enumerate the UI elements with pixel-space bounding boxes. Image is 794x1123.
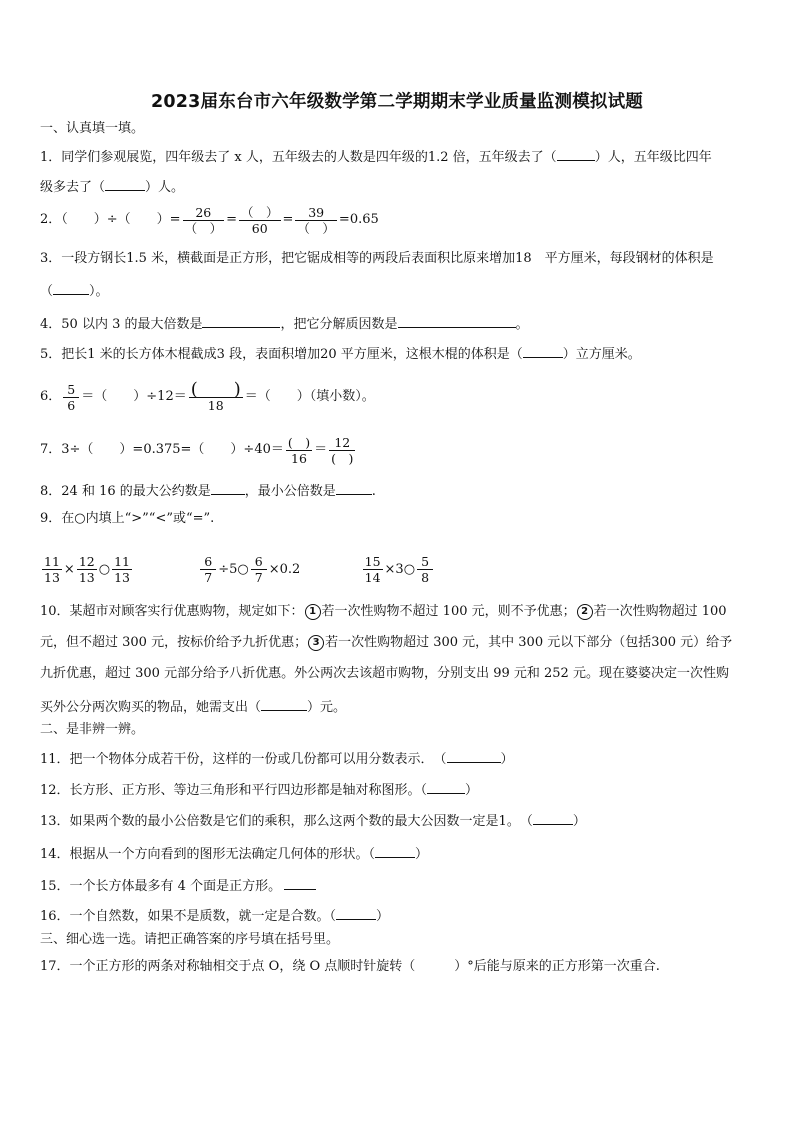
answer-blank[interactable] [557, 146, 595, 161]
answer-blank[interactable] [284, 875, 316, 890]
section-1-heading: 一、认真填一填。 [40, 121, 145, 136]
question-10-line-2: 元，但不超过 300 元，按标价给予九折优惠； 3 若一次性购物超过 300 元，其中 300 元以下部分（包括300 元）给予 [40, 635, 733, 650]
fraction [251, 554, 267, 585]
circled-number-2: 2 [577, 604, 593, 620]
question-13: 13．如果两个数的最小公倍数是它们的乘积，那么这两个数的最大公因数一定是1。 （ ） [40, 810, 758, 831]
fraction [200, 554, 216, 585]
circled-number-3: 3 [308, 635, 324, 651]
fraction-denominator: 13 [44, 570, 60, 585]
question-9: 9．在○内填上“>”“<”或“=”. [40, 511, 215, 526]
question-1-line-1: 1．同学们参观展览，四年级去了 x 人，五年级去的人数是四年级的1.2 倍，五年级去了（ ）人，五年级比四年 [40, 146, 758, 167]
fraction-numerator: 5 [421, 554, 430, 569]
fraction-numerator[interactable]: （ ） [240, 204, 279, 220]
fraction-numerator: 15 [364, 554, 381, 569]
question-16: 16．一个自然数，如果不是质数，就一定是合数。（ ） [40, 905, 758, 926]
question-5: 5．把长1 米的长方体木棍截成3 段，表面积增加20 平方厘米，这根木棍的体积是（ ）立方厘米。 [40, 343, 758, 364]
answer-blank[interactable] [375, 843, 415, 858]
answer-blank[interactable] [427, 779, 465, 794]
question-11: 11．把一个物体分成若干份，这样的一份或几份都可以用分数表示． （ ） [40, 748, 758, 769]
question-14: 14．根据从一个方向看到的图形无法确定几何体的形状。（ ） [40, 843, 758, 864]
question-4: 4．50 以内 3 的最大倍数是 ，把它分解质因数是 。 [40, 313, 758, 334]
compare-circle[interactable]: ○ [98, 561, 111, 577]
comparison-2: $\frac{6}{7}$ ÷5○ $\frac{6}{7}$ ×0.2 [198, 552, 300, 588]
fraction-denominator[interactable]: ( ) [331, 450, 354, 466]
answer-blank[interactable] [447, 748, 501, 763]
fraction-denominator: 13 [114, 570, 130, 585]
fraction [239, 205, 281, 236]
circled-number-1: 1 [305, 604, 321, 620]
answer-blank[interactable] [202, 313, 280, 328]
fraction [63, 382, 79, 413]
question-10-line-3: 九折优惠，超过 300 元部分给予八折优惠。外公两次去该超市购物，分别支出 99 元和 252 元。现在婆婆决定一次性购 [40, 666, 729, 681]
fraction [363, 554, 383, 585]
section-3-heading: 三、细心选一选。请把正确答案的序号填在括号里。 [40, 932, 340, 947]
fraction [77, 554, 97, 585]
fraction-denominator: 7 [204, 570, 213, 585]
answer-blank[interactable] [533, 810, 573, 825]
answer-blank[interactable] [523, 343, 563, 358]
question-3-line-1: 3．一段方钢长1.5 米，横截面是正方形，把它锯成相等的两段后表面积比原来增加18 平方厘米，每段钢材的体积是 [40, 251, 714, 266]
fraction [417, 554, 433, 585]
question-9-expressions [40, 545, 758, 588]
fraction-numerator: 11 [44, 554, 60, 569]
question-15: 15．一个长方体最多有 4 个面是正方形。 [40, 875, 758, 896]
fraction-numerator: 11 [114, 554, 130, 569]
fraction-denominator: 16 [291, 450, 307, 466]
question-3-line-2: （ ）。 [40, 280, 758, 301]
fraction [183, 205, 225, 236]
fraction-numerator[interactable]: ( ) [287, 434, 311, 450]
question-1-line-2: 级多去了（ ）人。 [40, 176, 758, 197]
question-7: 7．3÷（ ）=0.375=（ ）÷40＝ $\frac{( )}{16}$ ＝ $\frac{12}{( )}$ [40, 434, 354, 466]
comparison-1: $\frac{11}{13}$ × $\frac{12}{13}$ ○ $\frac{11}{13}$ [40, 552, 134, 588]
question-2: 2．（ ）÷（ ）= $\frac{26}{( )}$ = $\frac{( )}{60}$ = $\frac{39}{( )}$ =0.65 [40, 204, 379, 236]
comparison-3: $\frac{15}{14}$ ×3○ $\frac{5}{8}$ [361, 552, 435, 588]
fraction [42, 554, 62, 585]
section-2-heading: 二、是非辨一辨。 [40, 722, 145, 737]
fraction-numerator: 12 [334, 434, 351, 450]
question-17: 17．一个正方形的两条对称轴相交于点 O，绕 O 点顺时针旋转（ ）°后能与原来的正方形第一次重合. [40, 959, 660, 974]
answer-blank[interactable] [336, 480, 372, 495]
fraction [112, 554, 132, 585]
fraction-denominator: 60 [251, 220, 268, 236]
fraction-numerator: 6 [254, 554, 263, 569]
fraction-numerator: 6 [204, 554, 213, 569]
fraction [286, 435, 312, 466]
answer-blank[interactable] [211, 480, 245, 495]
page-title: 2023届东台市六年级数学第二学期期末学业质量监测模拟试题 [150, 92, 643, 112]
answer-blank[interactable] [53, 280, 89, 295]
fraction [329, 435, 355, 466]
question-12: 12．长方形、正方形、等边三角形和平行四边形都是轴对称图形。（ ） [40, 779, 758, 800]
question-10-line-1: 10．某超市对顾客实行优惠购物，规定如下： 1 若一次性购物不超过 100 元，则不予优惠； 2 若一次性购物超过 100 [40, 604, 727, 619]
fraction-numerator: 26 [195, 204, 212, 220]
fraction-denominator: 6 [67, 397, 76, 413]
fraction [189, 378, 243, 413]
answer-blank[interactable] [336, 905, 376, 920]
answer-blank[interactable] [105, 176, 145, 191]
fraction-denominator[interactable]: （ ） [184, 220, 223, 236]
fraction-numerator[interactable]: ( ) [190, 378, 241, 400]
fraction-numerator: 39 [308, 204, 325, 220]
question-10-line-4: 买外公分两次购买的物品，她需支出（ ）元。 [40, 696, 758, 717]
fraction [295, 205, 337, 236]
question-6: 6． $\frac{5}{6}$ ＝（ ）÷12＝ $\frac{( )}{18}$ ＝（ ）（填小数）。 [40, 378, 375, 413]
fraction-numerator: 5 [67, 381, 76, 397]
fraction-denominator: 13 [78, 570, 95, 585]
answer-blank[interactable] [261, 696, 307, 711]
answer-blank[interactable] [398, 313, 516, 328]
fraction-denominator: 8 [421, 570, 430, 585]
fraction-denominator[interactable]: （ ） [297, 220, 335, 236]
fraction-denominator: 14 [364, 570, 381, 585]
fraction-numerator: 12 [78, 554, 95, 569]
fraction-denominator: 18 [207, 397, 224, 413]
question-8: 8．24 和 16 的最大公约数是 ，最小公倍数是 . [40, 480, 758, 501]
fraction-denominator: 7 [254, 570, 263, 585]
